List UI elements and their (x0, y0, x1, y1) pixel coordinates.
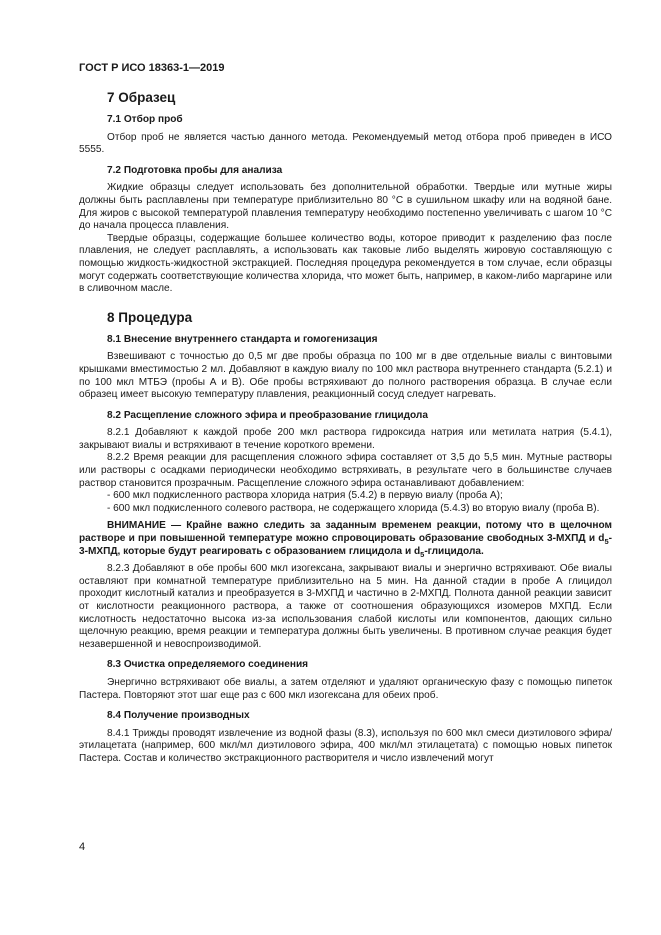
paragraph: Твердые образцы, содержащие большее количество воды, которое приводит к разделению фаз после плавления, не следует расплавлять, а использовать как таковые либо выделять жировую составляющую с помощью жидкость-жидкостной экстракцией. Последняя процедура рекомендуется в том случае, если образцы могут содержать соответствующие количества хлорида, что может быть, например, в каком-либо маргарине или в сливочном масле. (79, 232, 612, 295)
subsection-8-4-heading: 8.4 Получение производных (107, 710, 250, 722)
warning-text: -глицидола. (424, 545, 484, 557)
paragraph: 8.4.1 Трижды проводят извлечение из водной фазы (8.3), используя по 600 мкл смеси диэтилового эфира/этилацетата (например, 600 мкл/мл диэтилового эфира, 400 мкл/мл этилацетата) с помощью новых пипеток Пастера. Состав и количество экстракционного растворителя и число извлечений могут (79, 727, 612, 764)
subsection-8-1-heading: 8.1 Внесение внутреннего стандарта и гомогенизация (107, 333, 378, 345)
paragraph: Взвешивают с точностью до 0,5 мг две пробы образца по 100 мг в две отдельные виалы с винтовыми крышками вместимостью 2 мл. Добавляют в каждую виалу по 100 мкл раствора внутреннего стандарта (5.2.1) и по 100 мкл МТБЭ (пробы А и В). Обе пробы встряхивают до полного растворения образца. В случае если образец имеет высокую температуру плавления, реакционный сосуд следует нагревать. (79, 351, 612, 401)
paragraph: 8.2.3 Добавляют в обе пробы 600 мкл изогексана, закрывают виалы и энергично встряхивают. Обе виалы оставляют при комнатной температуре приблизительно на 5 мин. На данной стадии в пробе А глицидол проходит кислотный катализ и преобразуется в 3-МХПД и частично в 2-МХПД. Полнота данной реакции зависит от кислотности реакционного раствора, а также от соотношения образующихся изомеров МХПД. Если кислотность недостаточно высока из-за использования слабой кислоты или компонентов, дающих сильно щелочную реакцию, время реакции и температура должны быть увеличены. В противном случае реакция будет незавершенной и невоспроизводимой. (79, 563, 612, 650)
section-8-heading: 8 Процедура (107, 309, 193, 325)
subsection-8-2-heading: 8.2 Расщепление сложного эфира и преобразование глицидола (107, 409, 428, 421)
list-item: - 600 мкл подкисленного раствора хлорида натрия (5.4.2) в первую виалу (проба А); (107, 490, 503, 502)
page-number: 4 (79, 841, 86, 853)
warning-text: -3-МХПД, которые будут реагировать с образованием глицидола и d (79, 533, 612, 557)
subsection-7-2-heading: 7.2 Подготовка пробы для анализа (107, 164, 283, 176)
subscript: 5 (420, 549, 425, 559)
paragraph: Жидкие образцы следует использовать без дополнительной обработки. Твердые или мутные жиры должны быть расплавлены при температуре приблизительно 80 °С в сушильном шкафу или на водяной бане. Для жиров с высокой температурой плавления температуру необходимо постепенно увеличивать с шагом 10 °С до начала процесса плавления. (79, 182, 612, 232)
warning-text: ВНИМАНИЕ — Крайне важно следить за заданным временем реакции, потому что в щелочном растворе и при повышенной температуре можно спровоцировать образование свободных 3-МХПД и d (79, 520, 612, 545)
warning-note (79, 520, 612, 558)
subsection-7-1-heading: 7.1 Отбор проб (107, 114, 183, 125)
paragraph: Отбор проб не является частью данного метода. Рекомендуемый метод отбора проб приведен в ИСО 5555. (79, 131, 612, 156)
paragraph: Энергично встряхивают обе виалы, а затем отделяют и удаляют органическую фазу с помощью пипеток Пастера. Повторяют этот шаг еще раз с 600 мкл изогексана для обеих проб. (79, 676, 612, 701)
list-item: - 600 мкл подкисленного солевого раствора, не содержащего хлорида (5.4.3) во вторую виалу (проба В). (107, 502, 600, 514)
paragraph: 8.2.1 Добавляют к каждой пробе 200 мкл раствора гидроксида натрия или метилата натрия (5.4.1), закрывают виалы и встряхивают в течение короткого времени. (79, 427, 612, 451)
section-7-heading: 7 Образец (107, 90, 176, 105)
document-body (79, 90, 612, 766)
subsection-8-3-heading: 8.3 Очистка определяемого соединения (107, 659, 309, 671)
standard-header: ГОСТ Р ИСО 18363-1—2019 (79, 62, 225, 74)
paragraph: 8.2.2 Время реакции для расщепления сложного эфира составляет от 3,5 до 5,5 мин. Мутные растворы или растворы с осадками периодически необходимо встряхивать, в результате чего в большинстве случаев раствор становится прозрачным. Расщепление сложного эфира останавливают добавлением: (79, 452, 612, 489)
subscript: 5 (604, 537, 609, 547)
